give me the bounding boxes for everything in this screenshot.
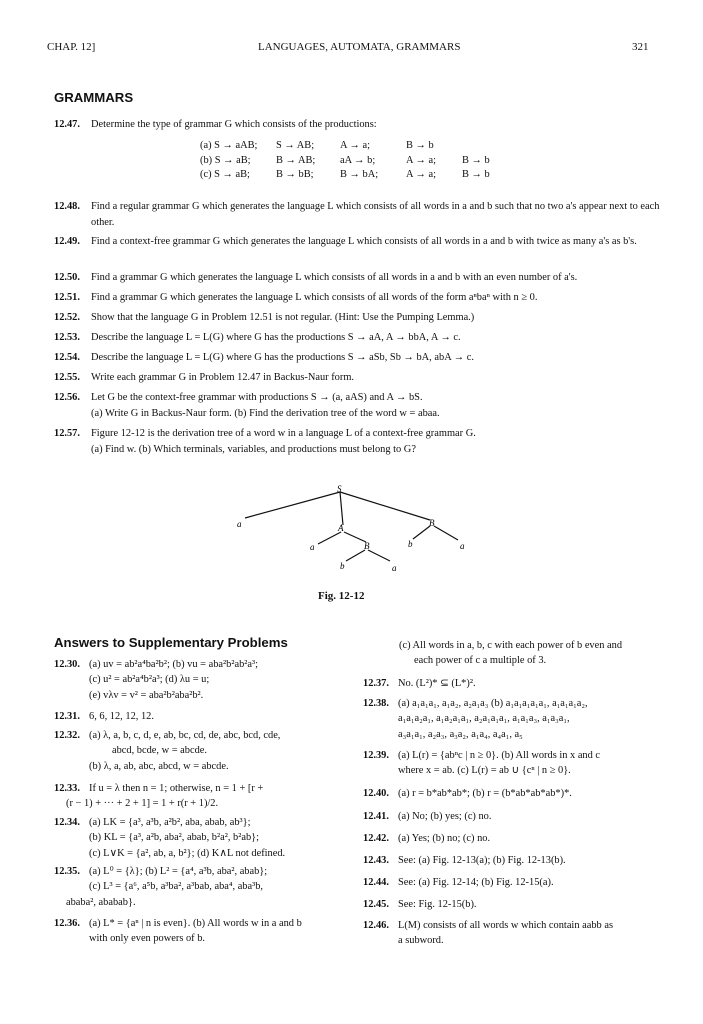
- answer-line: (a) λ, a, b, c, d, e, ab, bc, cd, de, abc, bcd, cde,: [89, 730, 281, 741]
- problem-12-51: [54, 290, 660, 306]
- answer-line: abcd, bcde, w = abcde.: [112, 745, 208, 757]
- production-cell: (a) S → aAB;: [200, 140, 258, 151]
- problem-number: 12.47.: [54, 119, 80, 130]
- problem-text: Find a grammar G which generates the language L which consists of all words in a and b with an even number of a's.: [91, 272, 578, 283]
- tree-node-b: b: [340, 561, 345, 571]
- problem-12-56: [54, 390, 660, 421]
- answer-number: 12.35.: [54, 866, 80, 877]
- production-cell: B → b: [406, 140, 434, 151]
- problem-12-55: [54, 370, 660, 386]
- answer-12-35: [54, 864, 372, 910]
- problem-12-47: [54, 117, 660, 133]
- derivation-tree-figure: [220, 480, 480, 580]
- answer-line: (a) L⁰ = {λ}; (b) L² = {a⁴, a³b, aba², abab};: [89, 866, 268, 877]
- tree-node-a: a: [392, 563, 397, 573]
- productions-row: [200, 139, 496, 154]
- problem-text: Describe the language L = L(G) where G has the productions S → aSb, Sb → bA, abA → c.: [91, 352, 474, 363]
- answer-line: See: (a) Fig. 12-14; (b) Fig. 12-15(a).: [398, 877, 554, 888]
- problem-12-49: [54, 234, 660, 250]
- answer-number: 12.33.: [54, 783, 80, 794]
- problem-number: 12.51.: [54, 292, 80, 303]
- answer-line: (a) No; (b) yes; (c) no.: [398, 811, 492, 822]
- problem-text: Figure 12-12 is the derivation tree of a word w in a language L of a context-free grammar G.: [91, 428, 476, 439]
- answer-line: each power of c a multiple of 3.: [414, 655, 547, 667]
- answer-number: 12.39.: [363, 750, 389, 761]
- tree-edge: [346, 550, 365, 561]
- answer-12-31: [54, 709, 372, 724]
- problem-number: 12.50.: [54, 272, 80, 283]
- answer-number: 12.40.: [363, 788, 389, 799]
- answer-line: L(M) consists of all words w which contain aabb as: [398, 920, 613, 931]
- tree-edge: [340, 492, 343, 525]
- answer-12-46: [363, 918, 673, 949]
- answer-line: (a) a₁a₁a₁, a₁a₂, a₂a₁a₃ (b) a₁a₁a₁a₁a₁, a₁a₁a₁a₂,: [398, 698, 588, 709]
- answer-line: a₃a₁a₁, a₂a₃, a₃a₂, a₁a₄, a₄a₁, a₅: [398, 728, 523, 740]
- tree-node-b: b: [408, 539, 413, 549]
- tree-edge: [318, 532, 341, 544]
- problem-text-continued: (a) Find w. (b) Which terminals, variables, and productions must belong to G?: [91, 443, 416, 455]
- problem-12-57: [54, 426, 660, 457]
- answer-line: a₁a₁a₂a₁, a₁a₂a₁a₁, a₂a₁a₁a₁, a₁a₁a₃, a₁a₃a₁,: [398, 713, 570, 725]
- answer-line: (a) r = b*ab*ab*; (b) r = (b*ab*ab*ab*)*.: [398, 788, 572, 799]
- answer-line: (a) LK = {a³, a³b, a²b², aba, abab, ab³};: [89, 817, 251, 828]
- production-cell: S → AB;: [276, 140, 315, 151]
- answer-line: (b) λ, a, ab, abc, abcd, w = abcde.: [89, 760, 229, 772]
- production-cell: B → bB;: [276, 169, 314, 180]
- tree-node-B: B: [429, 518, 435, 528]
- figure-caption: Fig. 12-12: [318, 590, 365, 602]
- answer-12-44: [363, 875, 673, 890]
- answer-12-40: [363, 786, 673, 801]
- section-title-answers: Answers to Supplementary Problems: [54, 635, 288, 650]
- answer-number: 12.37.: [363, 678, 389, 689]
- tree-edge: [368, 550, 390, 561]
- answer-12-45: [363, 897, 673, 912]
- tree-node-S: S: [337, 484, 342, 494]
- productions-row: [200, 168, 496, 183]
- tree-node-a: a: [237, 519, 242, 529]
- answer-number: 12.41.: [363, 811, 389, 822]
- problem-12-54: [54, 350, 660, 366]
- problem-text: Let G be the context-free grammar with productions S → (a, aAS) and A → bS.: [91, 392, 423, 403]
- answer-number: 12.32.: [54, 730, 80, 741]
- answer-line: (a) Yes; (b) no; (c) no.: [398, 833, 491, 844]
- problem-number: 12.54.: [54, 352, 80, 363]
- answer-line: (a) L* = {aⁿ | n is even}. (b) All words w in a and b: [89, 918, 302, 929]
- tree-node-a: a: [310, 542, 315, 552]
- answer-line: See: (a) Fig. 12-13(a); (b) Fig. 12-13(b).: [398, 855, 566, 866]
- production-cell: A → a;: [406, 169, 437, 180]
- tree-edge: [434, 526, 458, 540]
- answer-number: 12.43.: [363, 855, 389, 866]
- answer-line: (c) L∨K = {a², ab, a, b²}; (d) K∧L not defined.: [89, 847, 286, 859]
- answer-12-34: [54, 815, 372, 861]
- production-cell: (b) S → aB;: [200, 154, 251, 166]
- answer-number: 12.38.: [363, 698, 389, 709]
- production-cell: B → AB;: [276, 154, 316, 166]
- production-cell: B → bA;: [340, 169, 379, 180]
- answer-continued: [399, 638, 669, 669]
- problem-12-52: [54, 310, 660, 326]
- answer-12-36: [54, 916, 372, 947]
- answer-number: 12.46.: [363, 920, 389, 931]
- answer-line: (a) L(r) = {abⁿc | n ≥ 0}. (b) All words in x and c: [398, 750, 601, 761]
- answer-line: If u = λ then n = 1; otherwise, n = 1 + [r +: [89, 783, 264, 794]
- production-cell: (c) S → aB;: [200, 169, 250, 180]
- answer-line: (b) KL = {a³, a²b, aba², abab, b²a², b²ab};: [89, 832, 260, 844]
- answer-12-39: [363, 748, 673, 779]
- answer-line: (r − 1) + ··· + 2 + 1] = 1 + r(r + 1)/2.: [66, 798, 219, 810]
- problem-text: Describe the language L = L(G) where G has the productions S → aA, A → bbA, A → c.: [91, 332, 461, 343]
- answer-line: (e) vλv = v² = aba²b²aba²b².: [89, 689, 204, 701]
- tree-edge: [344, 532, 366, 542]
- problem-text: Find a grammar G which generates the language L which consists of all words of the form aⁿbaⁿ with n ≥ 0.: [91, 292, 538, 303]
- tree-node-A: A: [338, 523, 344, 533]
- answer-number: 12.36.: [54, 918, 80, 929]
- problem-text-continued: (a) Write G in Backus-Naur form. (b) Find the derivation tree of the word w = abaa.: [91, 407, 440, 419]
- answer-line: with only even powers of b.: [89, 933, 206, 945]
- problem-number: 12.49.: [54, 236, 80, 247]
- problem-number: 12.48.: [54, 201, 80, 212]
- production-cell: A → a;: [340, 140, 371, 151]
- problem-12-53: [54, 330, 660, 346]
- answer-12-37: [363, 676, 673, 691]
- section-title-grammars: GRAMMARS: [54, 90, 134, 105]
- problem-text: Find a context-free grammar G which generates the language L which consists of all words in a and b with twice as many a's as b's.: [91, 236, 637, 247]
- problem-text: Write each grammar G in Problem 12.47 in Backus-Naur form.: [91, 372, 355, 383]
- answer-line: where x = ab. (c) L(r) = ab ∪ {cⁿ | n ≥ 0}.: [398, 765, 571, 777]
- production-cell: aA → b;: [340, 154, 376, 166]
- tree-edge: [340, 492, 430, 520]
- productions-row: [200, 154, 496, 169]
- answer-12-43: [363, 853, 673, 868]
- answer-line: (a) uv = ab²a⁴ba²b²; (b) vu = aba²b²ab²a³;: [89, 659, 258, 670]
- answer-12-33: [54, 781, 372, 812]
- answer-number: 12.44.: [363, 877, 389, 888]
- production-cell: [462, 139, 496, 154]
- production-cell: B → b: [462, 169, 490, 180]
- tree-node-B: B: [364, 541, 370, 551]
- production-cell: B → b: [462, 154, 490, 166]
- answer-12-42: [363, 831, 673, 846]
- page-number: 321: [632, 41, 649, 53]
- problem-number: 12.53.: [54, 332, 80, 343]
- problem-number: 12.56.: [54, 392, 80, 403]
- productions-table: [200, 139, 496, 183]
- answer-line: See: Fig. 12-15(b).: [398, 899, 477, 910]
- problem-number: 12.57.: [54, 428, 80, 439]
- tree-node-a: a: [460, 541, 465, 551]
- running-title: LANGUAGES, AUTOMATA, GRAMMARS: [258, 41, 461, 53]
- answer-number: 12.31.: [54, 711, 80, 722]
- problem-text: Find a regular grammar G which generates the language L which consists of all words in a and b such that no two a's appear next to each other.: [91, 201, 660, 228]
- answer-line: (c) u² = ab²a⁴b²a³; (d) λu = u;: [89, 674, 210, 686]
- problem-12-48: [54, 199, 660, 230]
- answer-12-30: [54, 657, 372, 703]
- answer-number: 12.45.: [363, 899, 389, 910]
- chapter-label: CHAP. 12]: [47, 41, 96, 53]
- answer-line: 6, 6, 12, 12, 12.: [89, 711, 154, 722]
- answer-number: 12.42.: [363, 833, 389, 844]
- answer-12-41: [363, 809, 673, 824]
- answer-number: 12.34.: [54, 817, 80, 828]
- answer-line: ababa², ababab}.: [66, 896, 136, 908]
- problem-12-50: [54, 270, 660, 286]
- problem-number: 12.52.: [54, 312, 80, 323]
- production-cell: A → a;: [406, 154, 437, 166]
- problem-text: Show that the language G in Problem 12.51 is not regular. (Hint: Use the Pumping Lemma.): [91, 312, 475, 323]
- answer-line: (c) L³ = {a⁶, a⁵b, a³ba², a³bab, aba⁴, aba³b,: [89, 881, 264, 893]
- answer-12-38: [363, 696, 673, 742]
- answer-line: (c) All words in a, b, c with each power of b even and: [399, 640, 623, 651]
- tree-edge: [413, 526, 430, 539]
- answer-12-32: [54, 728, 372, 774]
- answer-number: 12.30.: [54, 659, 80, 670]
- answer-line: a subword.: [398, 935, 444, 947]
- problem-text: Determine the type of grammar G which consists of the productions:: [91, 119, 377, 130]
- answer-line: No. (L²)* ⊆ (L*)².: [398, 678, 476, 689]
- tree-edge: [245, 492, 340, 518]
- problem-number: 12.55.: [54, 372, 80, 383]
